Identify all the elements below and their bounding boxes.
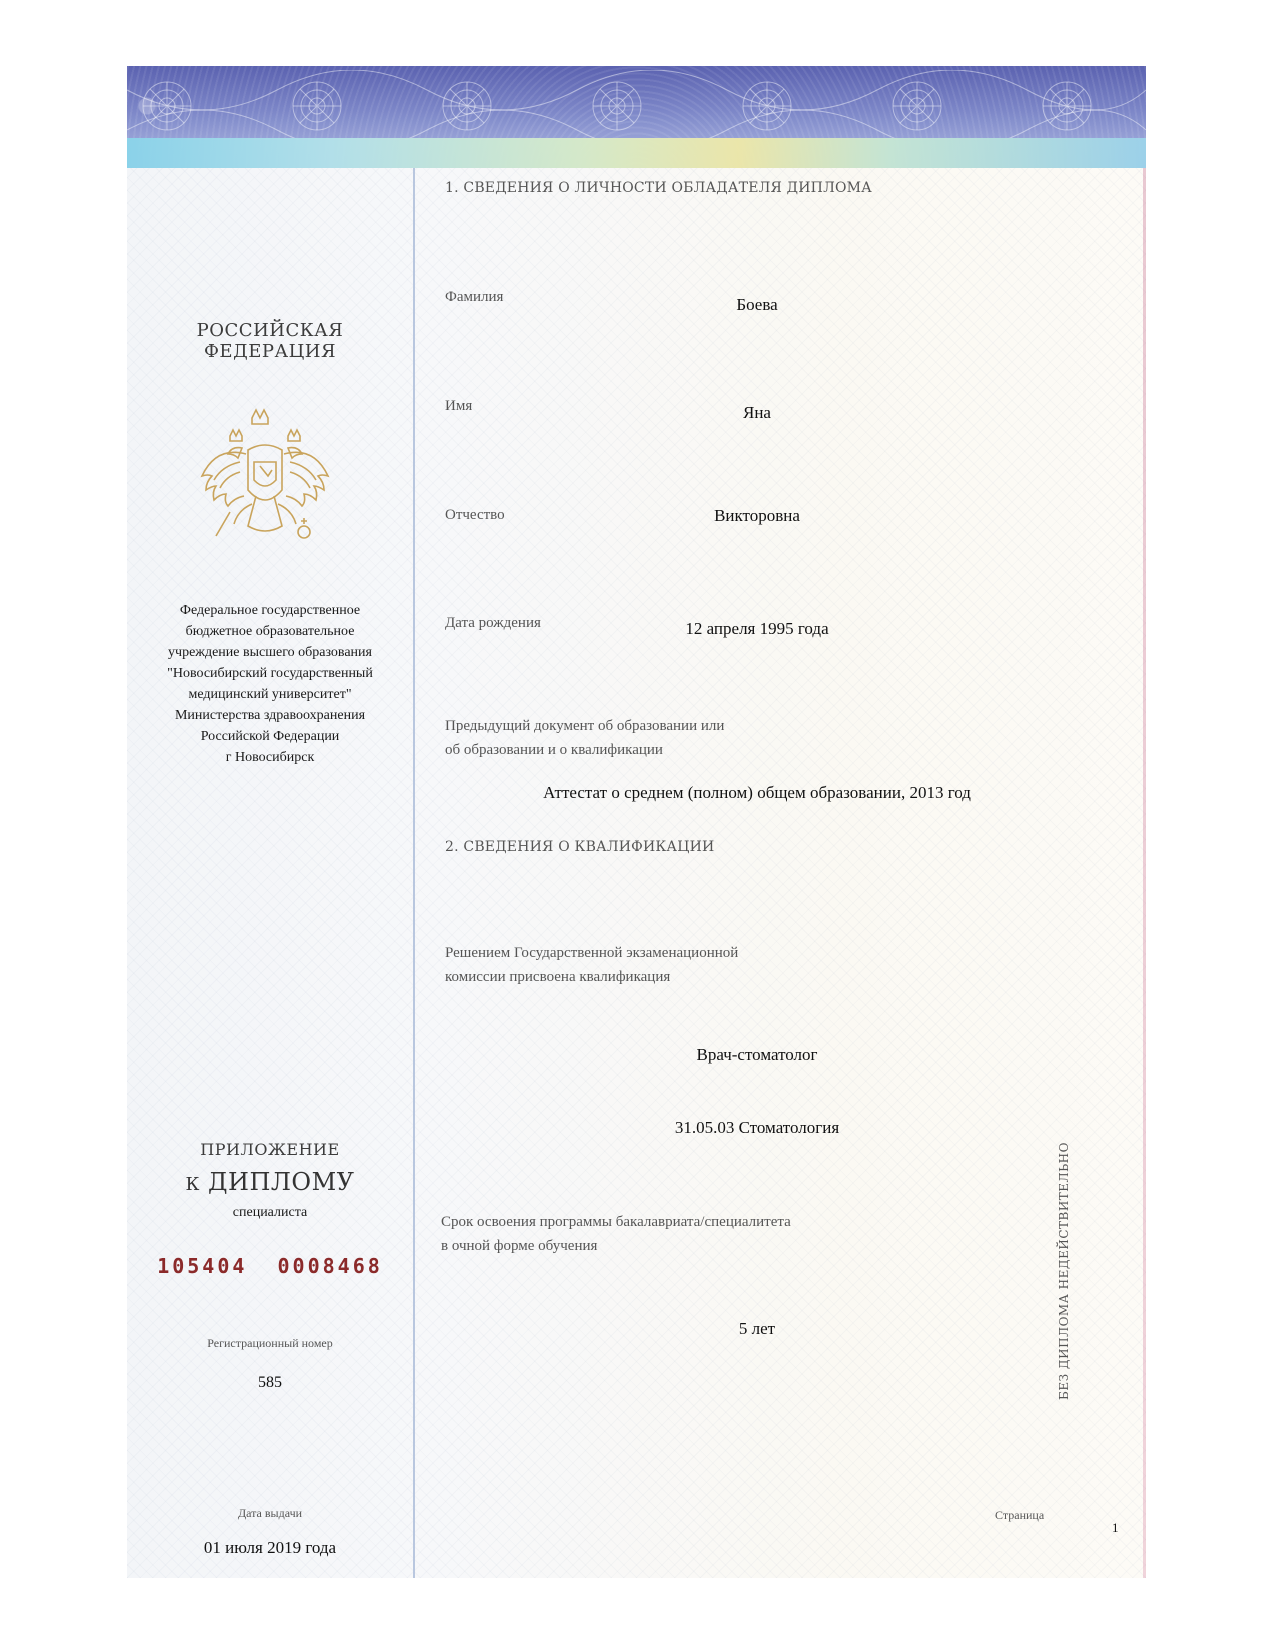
surname-value: Боева bbox=[736, 295, 778, 314]
validity-note: БЕЗ ДИПЛОМА НЕДЕЙСТВИТЕЛЬНО bbox=[1057, 1142, 1071, 1400]
decision-label-line1: Решением Государственной экзаменационной bbox=[445, 945, 739, 961]
guilloche-banner bbox=[127, 66, 1146, 168]
rosette-pattern bbox=[127, 70, 1146, 140]
specialty-value: 31.05.03 Стоматология bbox=[674, 1118, 840, 1137]
organization-line: Федеральное государственное bbox=[179, 603, 361, 618]
decision-label-line2: комиссии присвоена квалификация bbox=[445, 969, 671, 985]
name-value: Яна bbox=[743, 403, 771, 422]
annex-title-main: ДИПЛОМУ bbox=[208, 1168, 355, 1196]
prev-doc-value: Аттестат о среднем (полном) общем образовании, 2013 год bbox=[543, 783, 971, 802]
duration-value: 5 лет bbox=[738, 1319, 776, 1338]
rainbow-strip bbox=[127, 138, 1146, 168]
annex-title-line3: специалиста bbox=[232, 1205, 308, 1220]
serial-number: 105404 0008468 bbox=[157, 1254, 383, 1278]
organization-line: "Новосибирский государственный bbox=[167, 666, 373, 681]
issue-date-label: Дата выдачи bbox=[237, 1506, 303, 1520]
left-panel bbox=[127, 168, 413, 1578]
annex-title-line2 bbox=[127, 1168, 413, 1196]
personal-section-title: 1. СВЕДЕНИЯ О ЛИЧНОСТИ ОБЛАДАТЕЛЯ ДИПЛОМА bbox=[445, 180, 872, 196]
country-title bbox=[127, 320, 413, 362]
page-label: Страница bbox=[995, 1508, 1045, 1522]
qualification-section-title: 2. СВЕДЕНИЯ О КВАЛИФИКАЦИИ bbox=[445, 839, 715, 855]
organization-line: учреждение высшего образования bbox=[168, 645, 372, 660]
registration-number: 585 bbox=[258, 1374, 282, 1391]
country-line: РОССИЙСКАЯ bbox=[196, 320, 344, 341]
page-number: 1 bbox=[1112, 1520, 1119, 1535]
prev-doc-label-line2: об образовании и о квалификации bbox=[445, 742, 663, 758]
column-divider bbox=[413, 168, 415, 1578]
organization-line: медицинский университет" bbox=[188, 687, 352, 702]
duration-label-line1: Срок освоения программы бакалавриата/специалитета bbox=[441, 1214, 791, 1230]
name-label: Имя bbox=[445, 398, 473, 414]
country-line: ФЕДЕРАЦИЯ bbox=[203, 341, 337, 362]
organization-line: Министерства здравоохранения bbox=[174, 708, 366, 723]
qualification-value: Врач-стоматолог bbox=[696, 1045, 818, 1064]
page-edge bbox=[1143, 168, 1146, 1578]
annex-title-prefix: К bbox=[185, 1174, 200, 1195]
prev-doc-label-line1: Предыдущий документ об образовании или bbox=[445, 718, 725, 734]
organization-line: бюджетное образовательное bbox=[185, 624, 355, 639]
surname-label: Фамилия bbox=[445, 289, 504, 305]
coat-of-arms-icon bbox=[190, 400, 340, 560]
duration-label-line2: в очной форме обучения bbox=[441, 1238, 598, 1254]
diploma-annex-page bbox=[127, 66, 1146, 1578]
patronymic-value: Викторовна bbox=[714, 506, 800, 525]
registration-label: Регистрационный номер bbox=[207, 1336, 333, 1350]
organization-line: г Новосибирск bbox=[225, 750, 315, 765]
patronymic-label: Отчество bbox=[445, 507, 505, 523]
issue-date: 01 июля 2019 года bbox=[203, 1538, 337, 1557]
birth-date-label: Дата рождения bbox=[445, 615, 541, 631]
organization-name bbox=[127, 600, 413, 768]
organization-line: Российской Федерации bbox=[200, 729, 340, 744]
birth-date-value: 12 апреля 1995 года bbox=[685, 619, 829, 638]
annex-title-line1: ПРИЛОЖЕНИЕ bbox=[200, 1140, 340, 1159]
